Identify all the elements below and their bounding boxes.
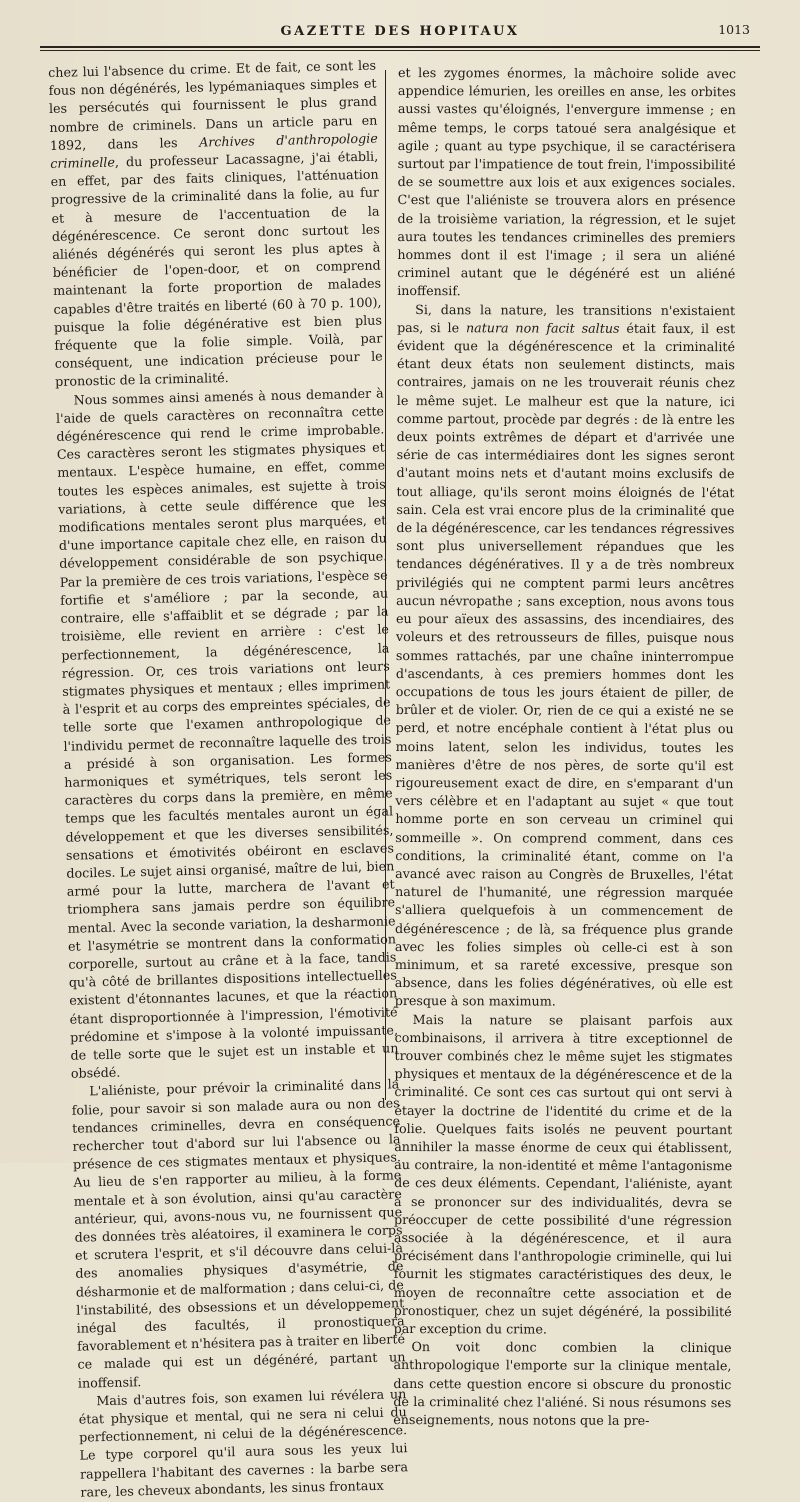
left-column: [48, 57, 409, 1502]
header-rule-thin: [40, 50, 760, 51]
paragraph-text: et les zygomes énormes, la mâchoire solide avec appendice lémurien, les oreilles en anse, les orbites aussi vastes qu'éloignés, l'envergure immense ; en même temps, le corps tatoué sera analgésique et agile ; quant au type psychique, il se caractérisera surtout par l'impatience de tout frein, l'impossibilité de se soumettre aux lois et aux exigences sociales. C'est que l'aliéniste se trouvera alors en présence de la troisième variation, la régression, et le sujet aura toutes les tendances criminelles des premiers hommes dont il est l'image ; il sera un aliéné criminel autant que le dégénéré est un aliéné inoffensif.: [397, 64, 736, 299]
italic-text: Archives d'anthropologie criminelle: [50, 130, 378, 171]
paragraph-text: était faux, il est évident que la dégénérescence et la criminalité étant deux états non seulement distincts, mais contraires, jamais on ne les trouverait réunis chez le même sujet. Le malheur est que la nature, ici comme partout, procède par degrés : de là entre les deux points extrêmes de départ et d'arrivée une série de cas intermédiaires dont les signes seront d'autant moins nets et d'autant moins exclusifs de tout alliage, qu'ils seront moins éloignés de l'état sain. Cela est vrai encore plus de la criminalité que de la dégénérescence, car les tendances régressives sont plus universellement répandues que les tendances dégénératives. Il y a de très nombreux privilégiés qui ne comptent parmi leurs ancêtres aucun névropathe ; sans exception, nous avons tous eu pour aïeux des assassins, des incendiaires, des voleurs et des retrousseurs de filles, puisque nous sommes rattachés, par une chaîne ininterrompue d'ascendants, à ces premiers hommes dont les occupations de tous les jours étaient de piller, de brûler et de violer. Or, rien de ce qui a existé ne se perd, et notre encéphale contient à l'état plus ou moins latent, selon les individus, toutes les manières d'être de nos pères, de sorte qu'il est rigoureusement exact de dire, en s'emparant d'un vers célèbre et en l'adaptant au sujet « que tout homme porte en son cerveau un criminel qui sommeille ». On comprend comment, dans ces conditions, la criminalité étant, comme on l'a avancé avec raison au Congrès de Bruxelles, l'état naturel de l'humanité, une régression marquée s'alliera quelquefois à un commencement de dégénérescence ; de là, sa fréquence plus grande avec les folies simples où celle-ci est à son minimum, et sa rareté excessive, presque son absence, dans les folies dégénératives, où elle est presque à son maximum.: [394, 320, 736, 1009]
body-paragraph: [395, 301, 735, 1012]
paragraph-text: chez lui l'absence du crime. Et de fait, ce sont les fous non dégénérés, les lypémaniaques simples et les persécutés qui fournissent le plus grand nombre de criminels. Dans un article paru en 1892, dans les: [48, 57, 378, 153]
body-paragraph: [78, 1385, 408, 1502]
body-paragraph: [55, 384, 399, 1083]
body-paragraph: [393, 1338, 731, 1430]
right-column: [393, 64, 736, 1430]
journal-title: GAZETTE DES HOPITAUX: [280, 24, 520, 39]
header-rule-thick: [40, 46, 760, 48]
paragraph-text: Mais la nature se plaisant parfois aux combinaisons, il arrivera à titre exceptionnel de trouver combinés chez le même sujet les stigmates physiques et mentaux de la dégénérescence et de la criminalité. Ce sont ces cas surtout qui ont servi à étayer la doctrine de l'identité du crime et de la folie. Quelques faits isolés ne peuvent pourtant annihiler la masse énorme de ceux qui établissent, au contraire, la non-identité et même l'antagonisme de ces deux éléments. Cependant, l'aliéniste, ayant à se prononcer sur des individualités, devra se préoccuper de cette possibilité d'une régression associée à la dégénérescence, et il aura précisément dans l'anthropologie criminelle, qui lui fournit les stigmates caractéristiques des deux, le moyen de reconnaître cette association et de pronostiquer, chez un sujet dégénéré, la possibilité par exception du crime.: [393, 1011, 733, 1337]
page-header: [0, 22, 800, 44]
paragraph-text: L'aliéniste, pour prévoir la criminalité dans la folie, pour savoir si son malade aura ou non des tendances criminelles, devra en conséquence rechercher tout d'abord sur lui l'absence ou la présence de ces stigmates mentaux et physiques. Au lieu de s'en rapporter au milieu, à la forme mentale et à son évolution, ainsi qu'au caractère antérieur, qui, avons-nous vu, ne fournissent que des données très aléatoires, il examinera le corps et scrutera l'esprit, et s'il découvre dans celui-là des anomalies physiques d'asymétrie, de désharmonie et de malformation ; dans celui-ci, de l'instabilité, des obsessions et un développement inégal des facultés, il pronostiquera favorablement et n'hésitera pas à traiter en liberté ce malade qui est un dégénéré, partant un inoffensif.: [71, 1076, 406, 1391]
body-paragraph: [397, 64, 736, 302]
paragraph-text: On voit donc combien la clinique anthropologique l'emporte sur la clinique mentale, dans cette question encore si obscure du pronostic de la criminalité chez l'aliéné. Si nous résumons ses enseignements, nous notons que la pre-: [393, 1339, 732, 1428]
body-paragraph: [71, 1076, 406, 1393]
paragraph-text: Mais d'autres fois, son examen lui révélera un état physique et mental, qui ne sera ni celui du perfectionnement, ni celui de la dégénérescence. Le type corporel qu'il aura sous les yeux lui rappellera l'habitant des cavernes : la barbe sera rare, les cheveux abondants, les sinus frontaux: [78, 1386, 409, 1500]
paragraph-text: , du professeur Lacassagne, j'ai établi, en effet, par des faits cliniques, l'atténuation progressive de la criminalité dans la folie, au fur et à mesure de l'accentuation de la dégénérescence. Ce seront donc surtout les aliénés dégénérés qui seront les plus aptes à bénéficier de l'open-door, et on comprend maintenant la forte proportion de malades capables d'être traités en liberté (60 à 70 p. 100), puisque la folie dégénérative est bien plus fréquente que la folie simple. Voilà, par conséquent, une indication précieuse pour le pronostic de la criminalité.: [50, 148, 383, 390]
paragraph-text: Si, dans la nature, les transitions n'existaient pas, si le: [397, 301, 736, 336]
body-paragraph: [394, 1011, 733, 1340]
body-paragraph: [48, 57, 383, 392]
italic-text: natura non facit saltus: [465, 320, 620, 336]
page-number: 1013: [718, 22, 750, 37]
paragraph-text: Nous sommes ainsi amenés à nous demander à l'aide de quels caractères on reconnaîtra cette dégénérescence qui rend le crime improbable. Ces caractères seront les stigmates physiques et mentaux. L'espèce humaine, en effet, comme toutes les espèces animales, est sujette à trois variations, à cette seule différence que les modifications mentales seront plus marquées, et d'une importance capitale chez elle, en raison du développement considérable de son psychique. Par la première de ces trois variations, l'espèce se fortifie et s'améliore ; par la seconde, au contraire, elle s'affaiblit et se dégrade ; par la troisième, elle revient en arrière : c'est le perfectionnement, la dégénérescence, la régression. Or, ces trois variations ont leurs stigmates physiques et mentaux ; elles impriment à l'esprit et au corps des empreintes spéciales, de telle sorte que l'examen anthropologique de l'individu permet de reconnaître laquelle des trois a présidé à son organisation. Les formes harmoniques et symétriques, tels seront les caractères du corps dans la première, en même temps que les facultés mentales auront un égal développement et que les diverses sensibilités, sensations et émotivités obéiront en esclaves dociles. Le sujet ainsi organisé, maître de lui, bien armé pour la lutte, marchera de l'avant et triomphera sans jamais perdre son équilibre mental. Avec la seconde variation, la desharmonie et l'asymétrie se montrent dans la conformation corporelle, surtout au crâne et à la face, tandis qu'à côté de brillantes dispositions intellectuelles existent d'étonnantes lacunes, et que la réaction étant disproportionnée à l'impression, l'émotivité prédomine et s'impose à la volonté impuissante, de telle sorte que le sujet est un instable et un obsédé.: [55, 385, 399, 1081]
